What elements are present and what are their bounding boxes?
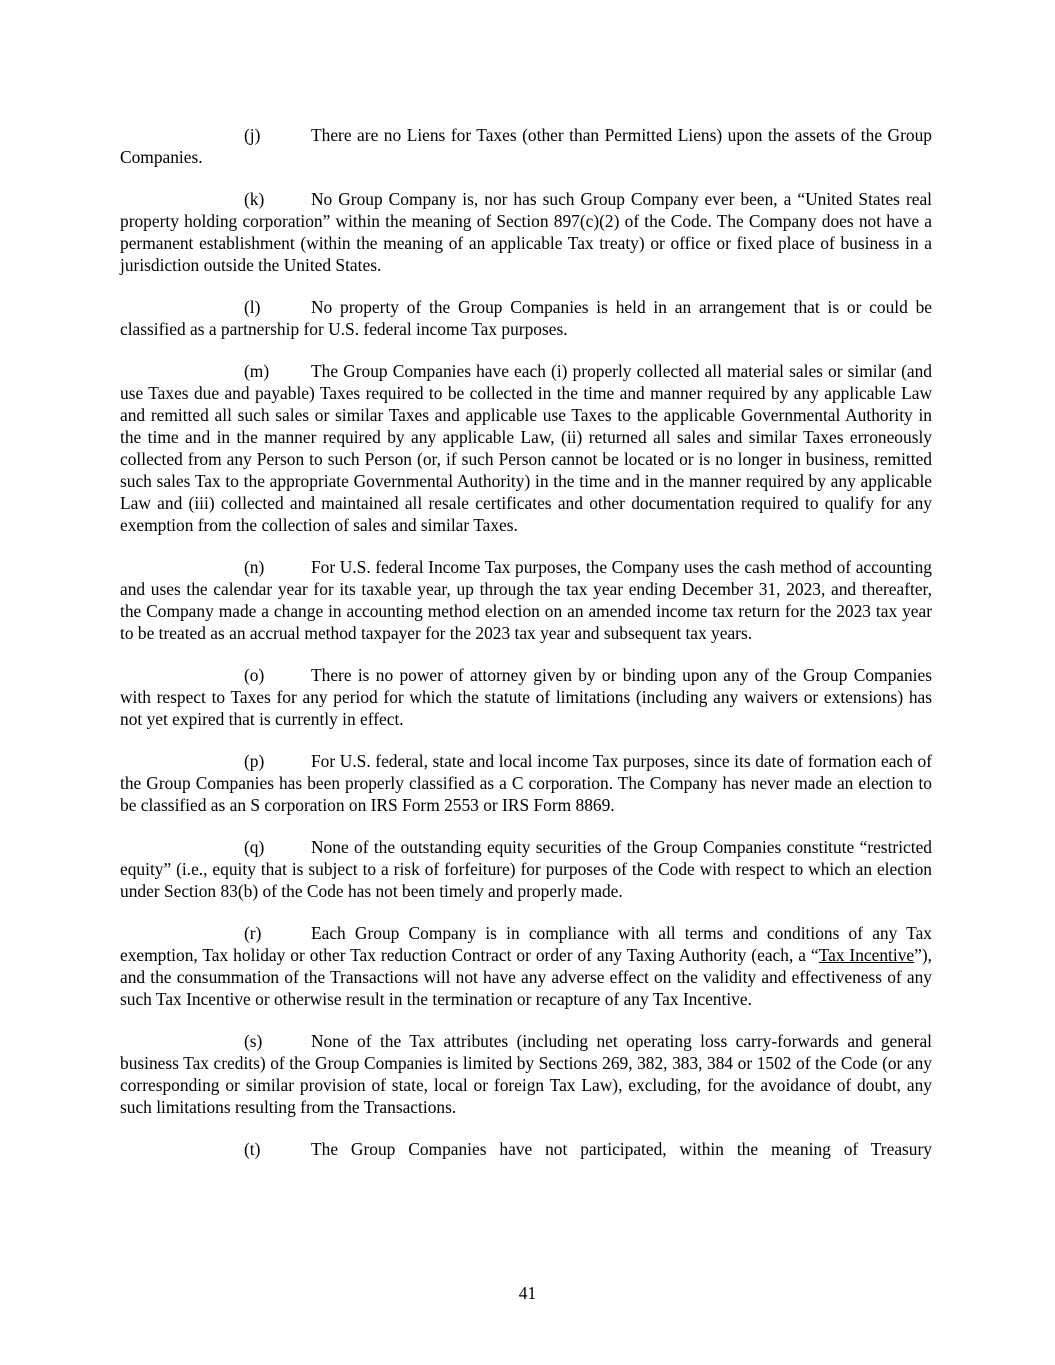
paragraph-label: (o) (244, 665, 265, 685)
paragraph-label: (k) (244, 189, 265, 209)
paragraph-label: (l) (244, 297, 261, 317)
paragraph-text: There are no Liens for Taxes (other than Permitted Liens) upon the assets of the Group Companies. (120, 125, 932, 167)
paragraph-label: (q) (244, 837, 265, 857)
defined-term-tax-incentive: Tax Incentive (818, 945, 915, 965)
document-page (120, 124, 932, 1180)
paragraph-q (120, 836, 932, 902)
paragraph-n (120, 556, 932, 644)
paragraph-label: (n) (244, 557, 265, 577)
paragraph-text: There is no power of attorney given by or binding upon any of the Group Companies with respect to Taxes for any period for which the statute of limitations (including any waivers or extensions) has not yet expired that is currently in effect. (120, 665, 932, 729)
paragraph-l (120, 296, 932, 340)
paragraph-label: (s) (244, 1031, 263, 1051)
paragraph-label: (m) (244, 361, 270, 381)
paragraph-label: (p) (244, 751, 265, 771)
paragraph-label: (t) (244, 1139, 261, 1159)
paragraph-text: The Group Companies have not participated, within the meaning of Treasury (311, 1139, 932, 1159)
paragraph-text: No Group Company is, nor has such Group Company ever been, a “United States real property holding corporation” within the meaning of Section 897(c)(2) of the Code. The Company does not have a permanent establishment (within the meaning of an applicable Tax treaty) or office or fixed place of business in a jurisdiction outside the United States. (120, 189, 932, 275)
paragraph-text: For U.S. federal, state and local income Tax purposes, since its date of formation each of the Group Companies has been properly classified as a C corporation. The Company has never made an election to be classified as an S corporation on IRS Form 2553 or IRS Form 8869. (120, 751, 932, 815)
paragraph-p (120, 750, 932, 816)
paragraph-o (120, 664, 932, 730)
paragraph-m (120, 360, 932, 536)
paragraph-label: (r) (244, 923, 262, 943)
paragraph-text-before: Each Group Company is in compliance with all terms and conditions of any Tax exemption, Tax holiday or other Tax reduction Contract or order of any Taxing Authority (each, a “ (120, 923, 932, 965)
paragraph-text: None of the Tax attributes (including net operating loss carry-forwards and general business Tax credits) of the Group Companies is limited by Sections 269, 382, 383, 384 or 1502 of the Code (or any corresponding or similar provision of state, local or foreign Tax Law), excluding, for the avoidance of doubt, any such limitations resulting from the Transactions. (120, 1031, 932, 1117)
paragraph-k (120, 188, 932, 276)
paragraph-text: The Group Companies have each (i) properly collected all material sales or similar (and use Taxes due and payable) Taxes required to be collected in the time and manner required by any applicable Law and remitted all such sales or similar Taxes and applicable use Taxes to the applicable Governmental Authority in the time and in the manner required by any applicable Law, (ii) returned all sales and similar Taxes erroneously collected from any Person to such Person (or, if such Person cannot be located or is no longer in business, remitted such sales Tax to the appropriate Governmental Authority) in the time and in the manner required by any applicable Law and (iii) collected and maintained all resale certificates and other documentation required to qualify for any exemption from the collection of sales and similar Taxes. (120, 361, 932, 535)
paragraph-text: None of the outstanding equity securities of the Group Companies constitute “restricted equity” (i.e., equity that is subject to a risk of forfeiture) for purposes of the Code with respect to which an election under Section 83(b) of the Code has not been timely and properly made. (120, 837, 932, 901)
page-number: 41 (518, 1283, 537, 1303)
paragraph-r (120, 922, 932, 1010)
paragraph-j (120, 124, 932, 168)
paragraph-text-after: ”), and the consummation of the Transactions will not have any adverse effect on the validity and effectiveness of any such Tax Incentive or otherwise result in the termination or recapture of any Tax Incentive. (120, 945, 932, 1009)
paragraph-text: No property of the Group Companies is held in an arrangement that is or could be classified as a partnership for U.S. federal income Tax purposes. (120, 297, 932, 339)
paragraph-s (120, 1030, 932, 1118)
paragraph-label: (j) (244, 125, 261, 145)
paragraph-t (120, 1138, 932, 1160)
paragraph-text: For U.S. federal Income Tax purposes, the Company uses the cash method of accounting and uses the calendar year for its taxable year, up through the tax year ending December 31, 2023, and thereafter, the Company made a change in accounting method election on an amended income tax return for the 2023 tax year to be treated as an accrual method taxpayer for the 2023 tax year and subsequent tax years. (120, 557, 932, 643)
